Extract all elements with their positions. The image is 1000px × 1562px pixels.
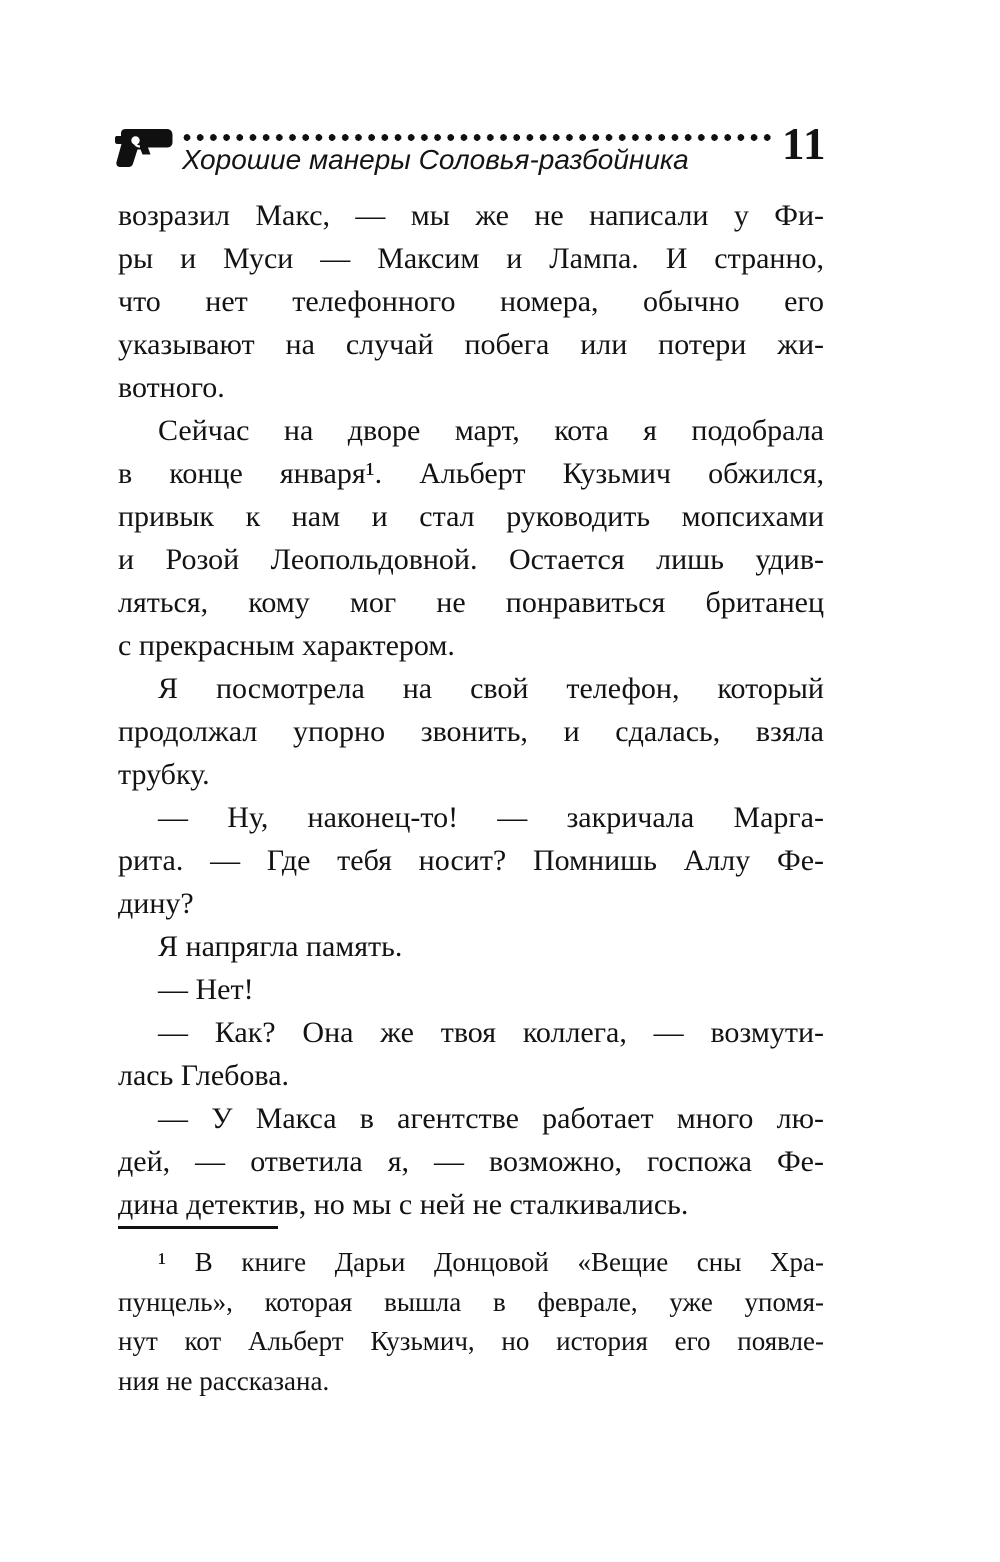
body-text xyxy=(118,194,824,1226)
page-number: 11 xyxy=(782,119,827,169)
pistol-icon xyxy=(114,126,174,172)
paragraph xyxy=(118,968,824,1011)
paragraph xyxy=(118,409,824,667)
paragraph xyxy=(118,1097,824,1226)
body-line: — Нет! xyxy=(158,973,254,1006)
dotted-rule xyxy=(181,132,773,143)
footnote-rule xyxy=(118,1226,278,1229)
body-line: дину? xyxy=(118,887,194,920)
footnote-text xyxy=(118,1243,824,1401)
body-line: в конце января¹. Альберт Кузьмич обжился, xyxy=(118,457,824,490)
paragraph xyxy=(118,796,824,925)
body-line: продолжал упорно звонить, и сдалась, взяла xyxy=(118,715,824,748)
body-line: дина детектив, но мы с ней не сталкивались. xyxy=(118,1188,689,1221)
paragraph xyxy=(118,194,824,409)
body-line: — Как? Она же твоя коллега, — возмути- xyxy=(158,1016,824,1049)
body-line: лась Глебова. xyxy=(118,1059,290,1092)
body-line: Я посмотрела на свой телефон, который xyxy=(158,672,824,705)
body-line: трубку. xyxy=(118,758,210,791)
running-title: Хорошие манеры Соловья-разбойника xyxy=(182,144,689,175)
footnote-line: пунцель», которая вышла в феврале, уже упомя- xyxy=(118,1286,824,1317)
paragraph xyxy=(118,925,824,968)
body-line: указывают на случай побега или потери жи- xyxy=(118,328,824,361)
footnote-line: нут кот Альберт Кузьмич, но история его появле- xyxy=(118,1326,824,1356)
body-line: ры и Муси — Максим и Лампа. И странно, xyxy=(118,242,824,275)
body-line: Сейчас на дворе март, кота я подобрала xyxy=(158,414,824,447)
body-line: дей, — ответила я, — возможно, госпожа Фе- xyxy=(118,1145,824,1178)
body-line: привык к нам и стал руководить мопсихами xyxy=(118,500,824,533)
body-line: возразил Макс, — мы же не написали у Фи- xyxy=(118,199,824,232)
body-line: — У Макса в агентстве работает много лю- xyxy=(158,1102,824,1135)
body-line: с прекрасным характером. xyxy=(118,629,455,662)
footnote-line: ¹ В книге Дарьи Донцовой «Вещие сны Хра- xyxy=(158,1247,824,1277)
body-line: Я напрягла память. xyxy=(158,930,403,963)
body-line: ляться, кому мог не понравиться британец xyxy=(118,586,824,619)
body-line: рита. — Где тебя носит? Помнишь Аллу Фе- xyxy=(118,844,824,877)
body-line: — Ну, наконец-то! — закричала Марга- xyxy=(158,801,824,834)
paragraph xyxy=(118,667,824,796)
body-line: и Розой Леопольдовной. Остается лишь удив- xyxy=(118,543,824,576)
body-line: вотного. xyxy=(118,371,225,404)
footnote-line: ния не рассказана. xyxy=(118,1365,330,1396)
paragraph xyxy=(118,1011,824,1097)
body-line: что нет телефонного номера, обычно его xyxy=(118,285,824,318)
